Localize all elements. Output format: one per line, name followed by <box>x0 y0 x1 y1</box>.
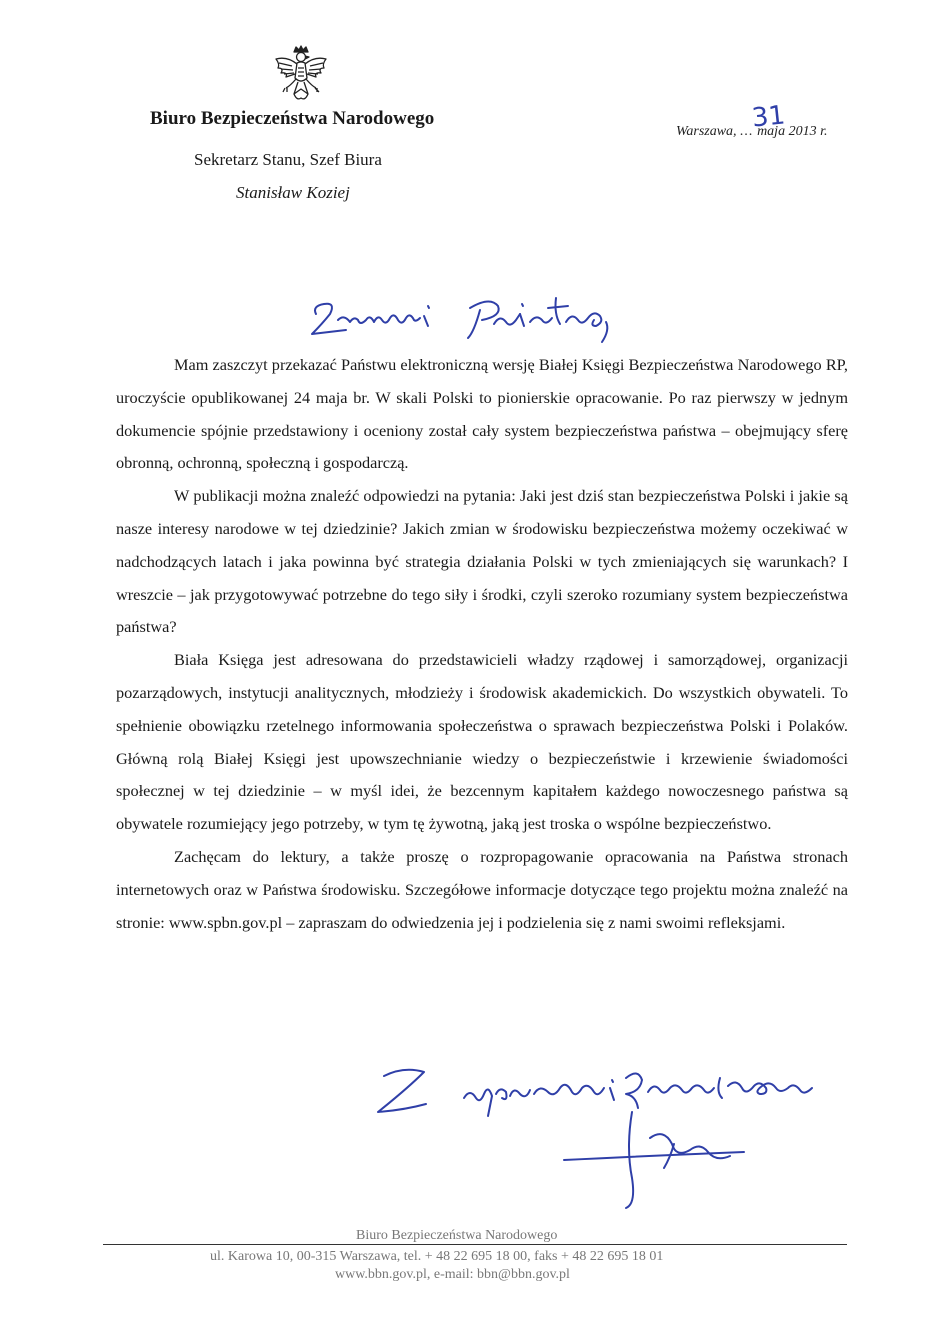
letter-body <box>116 349 848 939</box>
paragraph-3: Biała Księga jest adresowana do przedstawicieli władzy rządowej i samorządowej, organizacji pozarządowych, instytucji analitycznych, młodzieży i środowisk akademickich. Do wszystkich obywateli. To spełnienie obowiązku rzetelnego informowania społeczeństwa o sprawach bezpieczeństwa Polski i Polaków. Główną rolą Białej Księgi jest upowszechnianie wiedzy o bezpieczeństwie i krzewienie świadomości społecznej w tej dziedzinie – w myśl idei, że bezcennym kapitałem każdego nowoczesnego państwa są obywatele rozumiejący jego potrzeby, w tym tę żywotną, jaką jest troska o wspólne bezpieczeństwo. <box>116 650 848 834</box>
footer-organization: Biuro Bezpieczeństwa Narodowego <box>356 1228 558 1243</box>
organization-name: Biuro Bezpieczeństwa Narodowego <box>150 108 435 129</box>
sender-name: Stanisław Koziej <box>236 183 350 202</box>
footer-address: ul. Karowa 10, 00-315 Warszawa, tel. + 48 22 695 18 00, faks + 48 22 695 18 01 <box>210 1249 664 1264</box>
polish-eagle-emblem-icon <box>272 44 330 106</box>
date-line <box>676 100 856 140</box>
paragraph-1: Mam zaszczyt przekazać Państwu elektroniczną wersję Białej Księgi Bezpieczeństwa Narodowego RP, uroczyście opublikowanej 24 maja br. W skali Polski to pionierskie opracowanie. Po raz pierwszy w jednym dokumencie spójnie przedstawiony i oceniony został cały system bezpieczeństwa państwa – obejmujący sferę obronną, ochronną, społeczną i gospodarczą. <box>116 355 848 473</box>
footer-contact: www.bbn.gov.pl, e-mail: bbn@bbn.gov.pl <box>335 1267 570 1282</box>
paragraph-2: W publikacji można znaleźć odpowiedzi na pytania: Jaki jest dziś stan bezpieczeństwa Polski i jakie są nasze interesy narodowe w tej dziedzinie? Jakich zmian w środowisku bezpieczeństwa możemy oczekiwać w nadchodzących latach i jaka powinna być strategia działania Polski w tych zmieniających się warunkach? I wreszcie – jak przygotowywać potrzebne do tego siły i środki, czyli szeroko rozumiany system bezpieczeństwa państwa? <box>116 486 848 637</box>
sender-title: Sekretarz Stanu, Szef Biura <box>194 150 382 169</box>
paragraph-4: Zachęcam do lektury, a także proszę o rozpropagowanie opracowania na Państwa stronach internetowych oraz w Państwa środowisku. Szczegółowe informacje dotyczące tego projektu można znaleźć na stronie: www.spbn.gov.pl – zapraszam do odwiedzenia jej i podzielenia się z nami swoimi refleksjami. <box>116 846 848 932</box>
date-day-handwritten: 31 <box>750 100 787 134</box>
date-dots: ... <box>740 124 754 139</box>
date-prefix: Warszawa, <box>676 124 741 139</box>
handwritten-salutation <box>310 292 620 352</box>
date-suffix: maja 2013 r. <box>753 124 828 139</box>
handwritten-closing-signature <box>364 1058 824 1218</box>
footer-divider <box>103 1244 847 1245</box>
